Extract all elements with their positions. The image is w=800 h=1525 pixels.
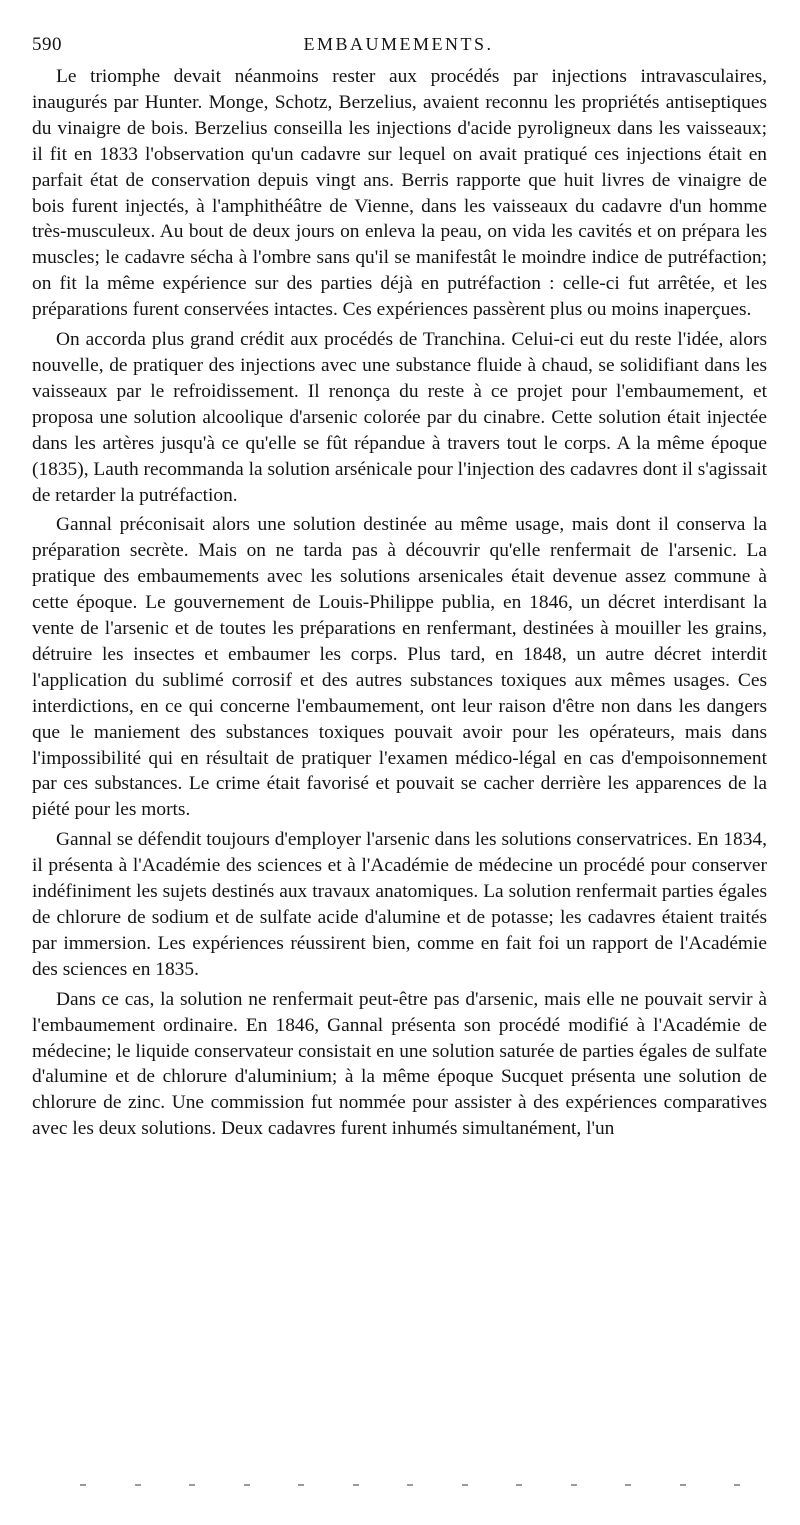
print-mark bbox=[189, 1484, 195, 1486]
print-mark bbox=[298, 1484, 304, 1486]
page-number: 590 bbox=[32, 34, 62, 55]
print-mark bbox=[625, 1484, 631, 1486]
paragraph-gannal-1846: Dans ce cas, la solution ne renfermait peut-être pas d'arsenic, mais elle ne pouvait servir à l'embaumement ordinaire. En 1846, Gannal présenta son procédé modifié à l'Académie de médecine; le liquide conservateur consistait en une solution saturée de parties égales de sulfate d'alumine et de chlorure d'aluminium; à la même époque Sucquet présenta une solution de chlorure de zinc. Une commission fut nommée pour assister à des expériences comparatives avec les deux solutions. Deux cadavres furent inhumés simultanément, l'un bbox=[32, 988, 767, 1140]
print-mark bbox=[680, 1484, 686, 1486]
paragraph-tranchina: On accorda plus grand crédit aux procédés de Tranchina. Celui-ci eut du reste l'idée, alors nouvelle, de pratiquer des injections avec une substance fluide à chaud, se solidifiant dans les vaisseaux par le refroidissement. Il renonça du reste à ce projet pour l'embaumement, et proposa une solution alcoolique d'arsenic colorée par du cinabre. Cette solution était injectée dans les artères jusqu'à ce qu'elle se fût répandue à travers tout le corps. A la même époque (1835), Lauth recommanda la solution arsénicale pour l'injection des cadavres dont il s'agissait de retarder la putréfaction. bbox=[32, 329, 767, 506]
body-text bbox=[32, 64, 767, 1142]
print-mark bbox=[516, 1484, 522, 1486]
print-mark bbox=[244, 1484, 250, 1486]
print-mark bbox=[80, 1484, 86, 1486]
paragraph-gannal-1834: Gannal se défendit toujours d'employer l'arsenic dans les solutions conservatrices. En 1834, il présenta à l'Académie des sciences et à l'Académie de médecine un procédé pour conserver indéfiniment les sujets destinés aux travaux anatomiques. La solution renfermait parties égales de chlorure de sodium et de sulfate acide d'alumine et de potasse; les cadavres étaient traités par immersion. Les expériences réussirent bien, comme en fait foi un rapport de l'Académie des sciences en 1835. bbox=[32, 829, 767, 980]
print-mark bbox=[135, 1484, 141, 1486]
print-mark bbox=[571, 1484, 577, 1486]
paragraph-hunter-injections: Le triomphe devait néanmoins rester aux procédés par injections intravasculaires, inaugurés par Hunter. Monge, Schotz, Berzelius, avaient reconnu les propriétés antiseptiques du vinaigre de bois. Berzelius conseilla les injections d'acide pyroligneux dans les vaisseaux; il fit en 1833 l'observation qu'un cadavre sur lequel on avait pratiqué ces injections était en parfait état de conservation depuis vingt ans. Berris rapporte que huit livres de vinaigre de bois furent injectés, à l'amphithéâtre de Vienne, dans les vaisseaux du cadavre d'un homme très-musculeux. Au bout de deux jours on enleva la peau, on vida les cavités et on prépara les muscles; le cadavre sécha à l'ombre sans qu'il se manifestât le moindre indice de putréfaction; on fit la même expérience sur des parties déjà en putréfaction : celle-ci fut arrêtée, et les préparations furent conservées intactes. Ces expériences passèrent plus ou moins inaperçues. bbox=[32, 66, 767, 321]
print-mark bbox=[734, 1484, 740, 1486]
print-mark bbox=[462, 1484, 468, 1486]
paragraph-gannal-arsenic: Gannal préconisait alors une solution destinée au même usage, mais dont il conserva la préparation secrète. Mais on ne tarda pas à découvrir qu'elle renfermait de l'arsenic. La pratique des embaumements avec les solutions arsenicales était devenue assez commune à cette époque. Le gouvernement de Louis-Philippe publia, en 1846, un décret interdisant la vente de l'arsenic et de toutes les préparations en renfermant, destinées à mouiller les grains, détruire les insectes et embaumer les corps. Plus tard, en 1848, un autre décret interdit l'application du sublimé corrosif et des autres substances toxiques aux mêmes usages. Ces interdictions, en ce qui concerne l'embaumement, ont leur raison d'être non dans les dangers que le maniement des substances toxiques pouvait avoir pour les opérateurs, mais dans l'impossibilité qui en résultait de pratiquer l'examen médico-légal en cas d'empoisonnement par ces substances. Le crime était favorisé et pouvait se cacher derrière les apparences de la piété pour les morts. bbox=[32, 514, 767, 821]
running-title: EMBAUMEMENTS. bbox=[303, 34, 494, 54]
footer-print-marks bbox=[80, 1484, 740, 1492]
print-mark bbox=[407, 1484, 413, 1486]
print-mark bbox=[353, 1484, 359, 1486]
running-head bbox=[32, 34, 765, 56]
